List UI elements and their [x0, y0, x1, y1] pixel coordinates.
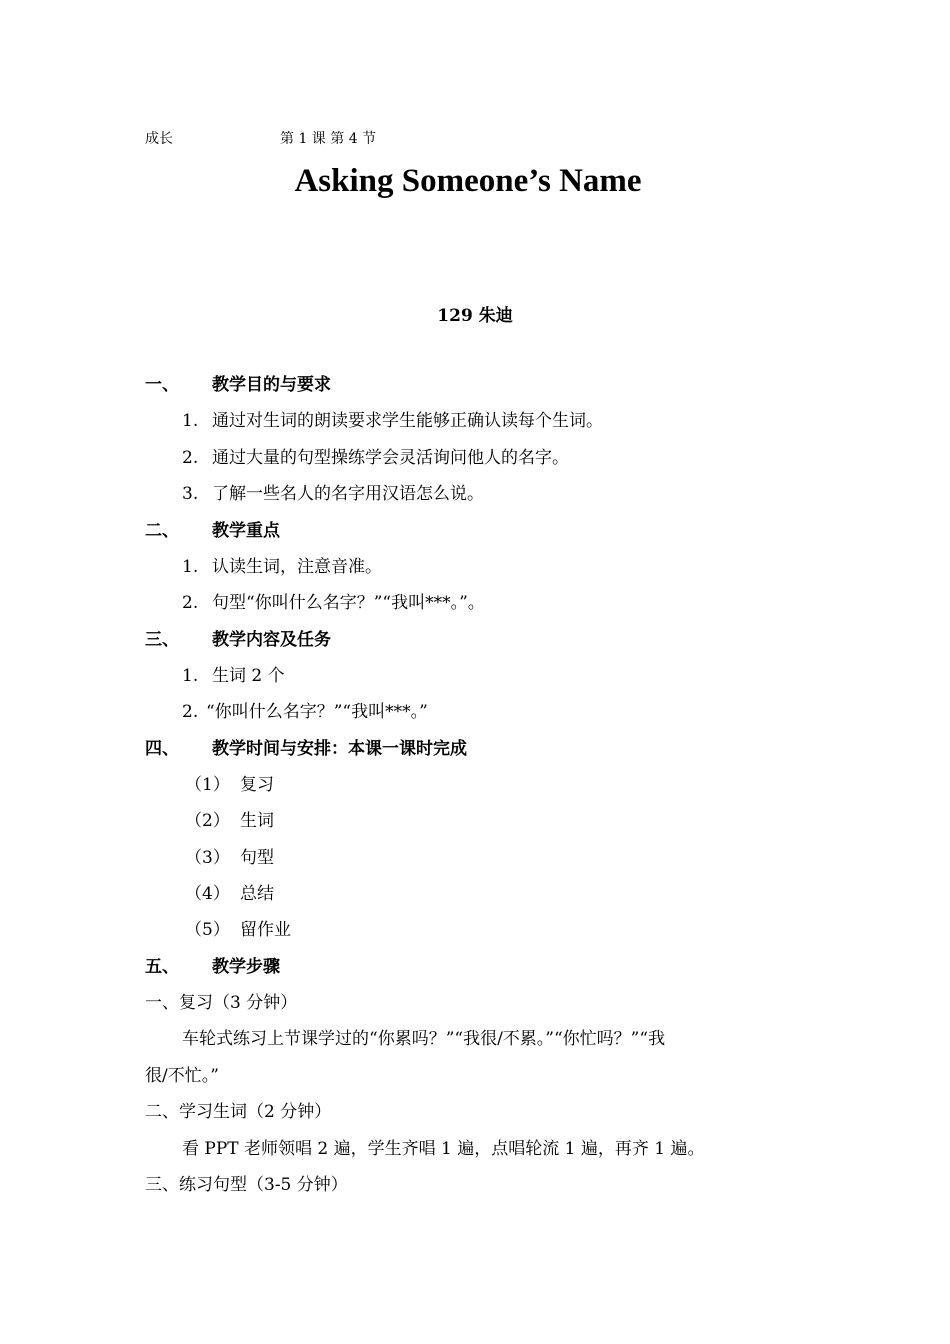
section-number: 二、: [145, 521, 179, 541]
step-heading: 一、复习（3 分钟）: [145, 993, 298, 1013]
list-item-number: 1.: [182, 557, 199, 577]
list-item-number: （5）: [185, 920, 230, 940]
list-item: 复习: [240, 775, 274, 795]
list-item-number: 1.: [182, 666, 199, 686]
list-item-number: 2.: [182, 702, 199, 722]
document-title: Asking Someone’s Name: [294, 163, 642, 199]
list-item: 句型“你叫什么名字？”“我叫***。”。: [212, 593, 485, 613]
section-title: 教学重点: [212, 521, 280, 541]
list-item: 生词: [240, 811, 274, 831]
list-item-number: （2）: [185, 811, 230, 831]
section-number: 五、: [145, 957, 179, 977]
list-item: 生词 2 个: [212, 666, 285, 686]
list-item: 总结: [240, 884, 274, 904]
list-item-number: （1）: [185, 775, 230, 795]
section-title: 教学步骤: [212, 957, 280, 977]
list-item: 留作业: [240, 920, 291, 940]
step-text: 车轮式练习上节课学过的“你累吗？”“我很/不累。”“你忙吗？”“我: [182, 1029, 666, 1049]
header-category: 成长: [145, 131, 173, 147]
list-item-number: 1.: [182, 411, 199, 431]
step-text-continued: 很/不忙。”: [145, 1066, 219, 1086]
list-item: “你叫什么名字？”“我叫***。”: [206, 702, 428, 722]
list-item: 了解一些名人的名字用汉语怎么说。: [212, 484, 484, 504]
section-title: 教学内容及任务: [212, 630, 331, 650]
list-item-number: 3.: [182, 484, 199, 504]
step-heading: 二、学习生词（2 分钟）: [145, 1102, 332, 1122]
step-heading: 三、练习句型（3-5 分钟）: [145, 1175, 348, 1195]
section-number: 一、: [145, 375, 179, 395]
section-number: 四、: [145, 739, 179, 759]
list-item-number: 2.: [182, 448, 199, 468]
list-item: 通过对生词的朗读要求学生能够正确认读每个生词。: [212, 411, 603, 431]
list-item: 句型: [240, 848, 274, 868]
section-number: 三、: [145, 630, 179, 650]
list-item: 通过大量的句型操练学会灵活询问他人的名字。: [212, 448, 569, 468]
section-title: 教学目的与要求: [212, 375, 331, 395]
list-item-number: 2.: [182, 593, 199, 613]
list-item: 认读生词，注意音准。: [212, 557, 382, 577]
list-item-number: （3）: [185, 848, 230, 868]
author-line: 129 朱迪: [437, 306, 513, 326]
section-title: 教学时间与安排：本课一课时完成: [212, 739, 467, 759]
step-text: 看 PPT 老师领唱 2 遍，学生齐唱 1 遍，点唱轮流 1 遍，再齐 1 遍。: [182, 1139, 705, 1159]
list-item-number: （4）: [185, 884, 230, 904]
header-lesson: 第 1 课 第 4 节: [280, 131, 377, 147]
